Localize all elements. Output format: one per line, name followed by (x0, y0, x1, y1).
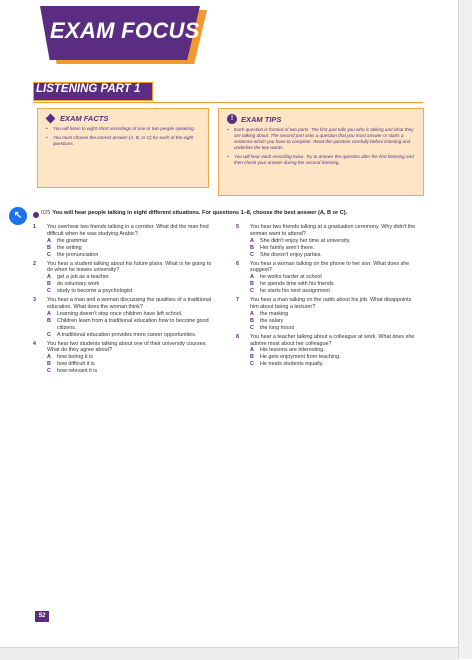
option-text: He treats students equally. (260, 361, 324, 368)
option-letter: B (47, 361, 51, 368)
cursor-pointer-icon[interactable]: ↖ (9, 207, 27, 225)
instruction-text: You will hear people talking in eight different situations. For questions 1–8, choose the best answer (A, B or C). (52, 210, 348, 216)
answer-option[interactable] (250, 252, 418, 259)
option-letter: A (250, 274, 254, 281)
option-text: get a job as a teacher (57, 274, 109, 281)
audio-track-icon[interactable] (33, 212, 39, 218)
answer-option[interactable] (47, 361, 215, 368)
option-letter: B (47, 317, 51, 324)
answer-option[interactable] (47, 354, 215, 361)
question-text: You hear a student talking about his future plans. What is he going to do when he leaves university? (47, 260, 212, 274)
question-number: 3 (33, 297, 36, 304)
answer-option[interactable] (47, 288, 215, 295)
viewer-bottom-edge (0, 647, 458, 660)
answer-option[interactable] (250, 354, 418, 361)
option-text: the long hours (260, 324, 295, 331)
exam-tip-item: • Each question is formed of two parts. The first part tells you who is talking and what they are talking about. The second part asks a question that you must answer or starts a sentence which you have to complete. Read the question carefully before listening and underline the key words. (227, 127, 415, 151)
question-text: You hear a man and a woman discussing the qualities of a traditional education. What does the woman think? (47, 297, 212, 310)
audio-track-number: 025 (41, 210, 51, 216)
answer-option[interactable] (250, 245, 418, 252)
option-text: how boring it is (57, 354, 93, 361)
answer-option[interactable] (47, 245, 215, 252)
option-text: the grammar (57, 237, 88, 244)
question-text: You hear a man talking on the radio about his job. What disappoints him about being a lecturer? (250, 297, 412, 310)
option-letter: B (250, 244, 254, 251)
option-letter: B (250, 354, 254, 361)
option-text: She didn't enjoy her time at university. (260, 237, 351, 244)
answer-option[interactable] (47, 332, 215, 339)
exam-tip-item: • You will hear each recording twice. Try to answer the question after the first listening and then check your answer during the second listening. (227, 154, 415, 166)
part-title: LISTENING PART 1 (36, 83, 141, 95)
answer-option[interactable] (47, 238, 215, 245)
page-number: 52 (35, 611, 49, 622)
exam-tips-title: EXAM TIPS (241, 114, 282, 124)
task-instruction (41, 210, 431, 216)
option-letter: A (47, 354, 51, 361)
option-text: He gets enjoyment from teaching. (260, 354, 341, 361)
question-item (236, 334, 418, 369)
question-item (236, 297, 418, 332)
answer-option[interactable] (250, 347, 418, 354)
option-letter: A (47, 310, 51, 317)
option-text: the writing (57, 244, 82, 251)
option-text: Her family aren't there. (260, 244, 315, 251)
option-letter: B (47, 281, 51, 288)
question-text: You overhear two friends talking in a corridor. What did the man find difficult when he was studying Arabic? (47, 224, 209, 237)
option-text: he spends time with his friends (260, 281, 334, 288)
exam-tips-heading (227, 114, 415, 124)
option-text: how difficult it is (57, 361, 95, 368)
option-letter: A (47, 237, 51, 244)
answer-option[interactable] (250, 311, 418, 318)
questions-left-column (33, 224, 215, 377)
answer-option[interactable] (250, 288, 418, 295)
option-letter: B (250, 317, 254, 324)
option-text: he starts his next assignment (260, 288, 330, 295)
option-letter: C (250, 251, 254, 258)
option-letter: A (250, 237, 254, 244)
option-letter: A (250, 310, 254, 317)
exam-tips-box (218, 108, 424, 196)
answer-option[interactable] (250, 361, 418, 368)
exam-fact-item: • You must choose the correct answer (A, B, or C) for each of the eight questions. (46, 135, 200, 147)
answer-option[interactable] (47, 252, 215, 259)
option-text: His lessons are interesting. (260, 347, 325, 354)
question-item (33, 297, 215, 338)
answer-option[interactable] (250, 281, 418, 288)
question-item (236, 224, 418, 259)
question-number: 6 (236, 260, 239, 267)
question-text: You hear two friends talking at a graduation ceremony. Why didn't the woman want to attend? (250, 224, 416, 237)
option-text: Learning doesn't stop once children have left school. (57, 310, 183, 317)
answer-option[interactable] (250, 274, 418, 281)
option-letter: C (250, 324, 254, 331)
option-text: the salary (260, 317, 284, 324)
answer-option[interactable] (250, 318, 418, 325)
option-text: he works harder at school (260, 274, 322, 281)
option-letter: C (250, 288, 254, 295)
viewer-scroll-track[interactable] (458, 0, 472, 659)
question-number: 4 (33, 340, 36, 347)
answer-option[interactable] (47, 274, 215, 281)
question-number: 1 (33, 224, 36, 230)
part-divider (33, 102, 423, 103)
option-text: study to become a psychologist (57, 288, 133, 295)
option-letter: C (250, 361, 254, 368)
answer-option[interactable] (47, 311, 215, 318)
exam-fact-item: • You will listen to eight short recordings of one or two people speaking. (46, 126, 200, 132)
option-letter: B (47, 244, 51, 251)
option-letter: A (47, 274, 51, 281)
option-text: the marking (260, 310, 289, 317)
answer-option[interactable] (47, 318, 215, 332)
question-text: You hear a teacher talking about a colleague at work. What does she admire most about her colleague? (250, 333, 415, 347)
question-text: You hear a woman talking on the phone to her son. What does she suggest? (250, 260, 410, 274)
option-letter: B (250, 281, 254, 288)
option-text: A traditional education provides more career opportunities. (57, 331, 197, 338)
question-number: 8 (236, 333, 239, 340)
exam-facts-heading (46, 114, 200, 123)
option-letter: A (250, 347, 254, 354)
question-text: You hear two students talking about one of their university courses. What do they agree about? (47, 340, 207, 354)
option-text: how relevant it is (57, 368, 98, 375)
option-letter: C (47, 288, 51, 295)
option-text: She doesn't enjoy parties. (260, 251, 322, 258)
option-letter: C (47, 331, 51, 338)
page-title: EXAM FOCUS (50, 18, 200, 43)
option-letter: C (47, 368, 51, 375)
answer-option[interactable] (250, 238, 418, 245)
exclamation-icon: ! (227, 114, 237, 124)
answer-option[interactable] (250, 325, 418, 332)
questions-right-column (236, 224, 418, 370)
question-item (33, 224, 215, 259)
diamond-icon (46, 114, 56, 124)
exam-tips-list (227, 127, 415, 166)
answer-option[interactable] (47, 281, 215, 288)
exam-facts-list (46, 126, 200, 147)
question-number: 2 (33, 260, 36, 267)
question-item (33, 261, 215, 296)
exam-facts-title: EXAM FACTS (60, 114, 109, 123)
question-number: 7 (236, 297, 239, 304)
exam-facts-box (37, 108, 209, 188)
option-text: Children learn from a traditional education how to become good citizens. (57, 317, 209, 331)
option-text: do voluntary work (57, 281, 100, 288)
question-number: 5 (236, 224, 239, 230)
option-text: the pronunciation (57, 251, 99, 258)
option-letter: C (47, 251, 51, 258)
question-item (33, 341, 215, 376)
answer-option[interactable] (47, 368, 215, 375)
question-item (236, 261, 418, 296)
